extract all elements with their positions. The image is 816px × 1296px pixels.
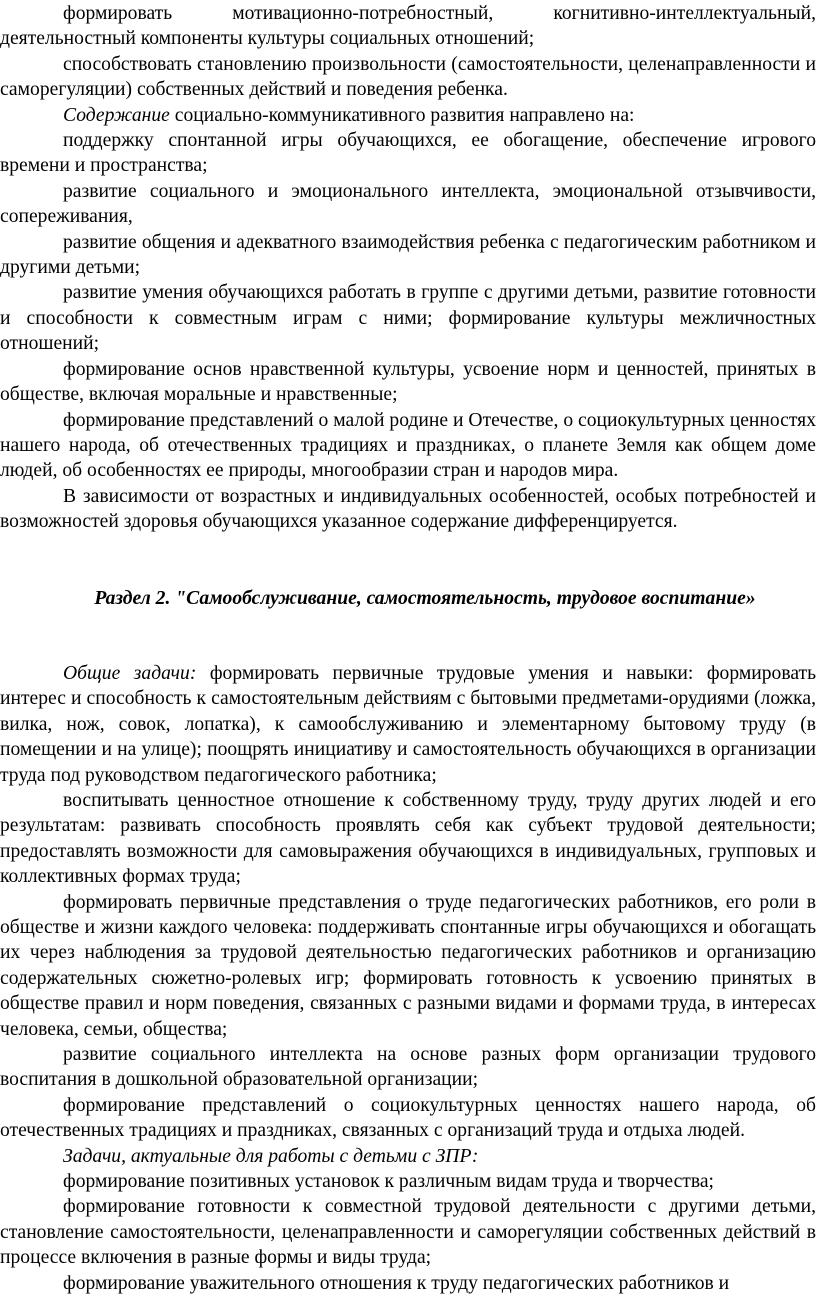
paragraph-intro-8: формирование представлений о малой родине и Отечестве, о социокультурных ценностях нашего народа, об отечественных традициях и праздниках, о планете Земля как общем доме людей, об особенностях ее природы, многообразии стран и народов мира. xyxy=(0,409,816,482)
paragraph-section-6: формирование позитивных установок к различным видам труда и творчества; xyxy=(63,1171,714,1193)
paragraph-section-3: развитие социального интеллекта на основе разных форм организации трудового воспитания в дошкольной образовательной организации; xyxy=(0,1044,816,1091)
section-heading: Раздел 2. "Самообслуживание, самостоятельность, трудовое воспитание» xyxy=(94,587,756,609)
paragraph-lead-italic: Общие задачи: xyxy=(63,662,197,684)
paragraph-section-0: Общие задачи: формировать первичные трудовые умения и навыки: формировать интерес и способность к самостоятельным действиям с бытовыми предметами-орудиями (ложка, вилка, нож, совок, лопатка), к самообслуживанию и элементарному бытовому труду (в помещении и на улице); поощрять инициативу и самостоятельность обучающихся в организации труда под руководством педагогического работника; xyxy=(0,662,816,786)
paragraph-section-4: формирование представлений о социокультурных ценностях нашего народа, об отечественных традициях и праздниках, связанных с организаций труда и отдыха людей. xyxy=(0,1094,816,1142)
paragraph-intro-2: Содержание социально-коммуникативного развития направлено на: xyxy=(63,104,635,126)
paragraph-intro-5: развитие общения и адекватного взаимодействия ребенка с педагогическим работником и другими детьми; xyxy=(0,231,816,279)
paragraph-lead-italic: Содержание xyxy=(63,104,170,126)
paragraph-intro-3: поддержку спонтанной игры обучающихся, ее обогащение, обеспечение игрового времени и пространства; xyxy=(0,130,816,177)
paragraph-section-8: формирование уважительного отношения к труду педагогических работников и xyxy=(63,1272,730,1294)
paragraph-intro-4: развитие социального и эмоционального интеллекта, эмоциональной отзывчивости, сопереживания, xyxy=(0,180,816,228)
paragraph-intro-6: развитие умения обучающихся работать в группе с другими детьми, развитие готовности и способности к совместным играм с ними; формирование культуры межличностных отношений; xyxy=(0,282,816,355)
paragraph-section-7: формирование готовности к совместной трудовой деятельности с другими детьми, становление самостоятельности, целенаправленности и саморегуляции собственных действий в процессе включения в разные формы и виды труда; xyxy=(0,1196,816,1269)
paragraph-intro-9: В зависимости от возрастных и индивидуальных особенностей, особых потребностей и возможностей здоровья обучающихся указанное содержание дифференцируется. xyxy=(0,485,816,533)
section-2-block xyxy=(0,661,816,1296)
paragraph-section-1: воспитывать ценностное отношение к собственному труду, труду других людей и его результатам: развивать способность проявлять себя как субъект трудовой деятельности; предоставлять возможности для самовыражения обучающихся в индивидуальных, групповых и коллективных формах труда; xyxy=(0,789,816,888)
paragraph-lead-italic: Задачи, актуальные для работы с детьми с ЗПР: xyxy=(63,1145,479,1167)
paragraph-intro-7: формирование основ нравственной культуры, усвоение норм и ценностей, принятых в обществе, включая моральные и нравственные; xyxy=(0,358,816,406)
paragraph-intro-1: способствовать становлению произвольности (самостоятельности, целенаправленности и саморегуляции) собственных действий и поведения ребенка. xyxy=(0,53,816,101)
intro-block xyxy=(0,0,816,535)
paragraph-intro-0: формировать мотивационно-потребностный, когнитивно-интеллектуальный, деятельностный компоненты культуры социальных отношений; xyxy=(0,3,816,50)
paragraph-section-2: формировать первичные представления о труде педагогических работников, его роли в обществе и жизни каждого человека: поддерживать спонтанные игры обучающихся и обогащать их через наблюдения за трудовой деятельностью педагогических работников и организацию содержательных сюжетно-ролевых игр; формировать готовность к усвоению принятых в обществе правил и норм поведения, связанных с разными видами и формами труда, в интересах человека, семьи, общества; xyxy=(0,891,816,1040)
paragraph-section-5 xyxy=(0,1144,816,1169)
